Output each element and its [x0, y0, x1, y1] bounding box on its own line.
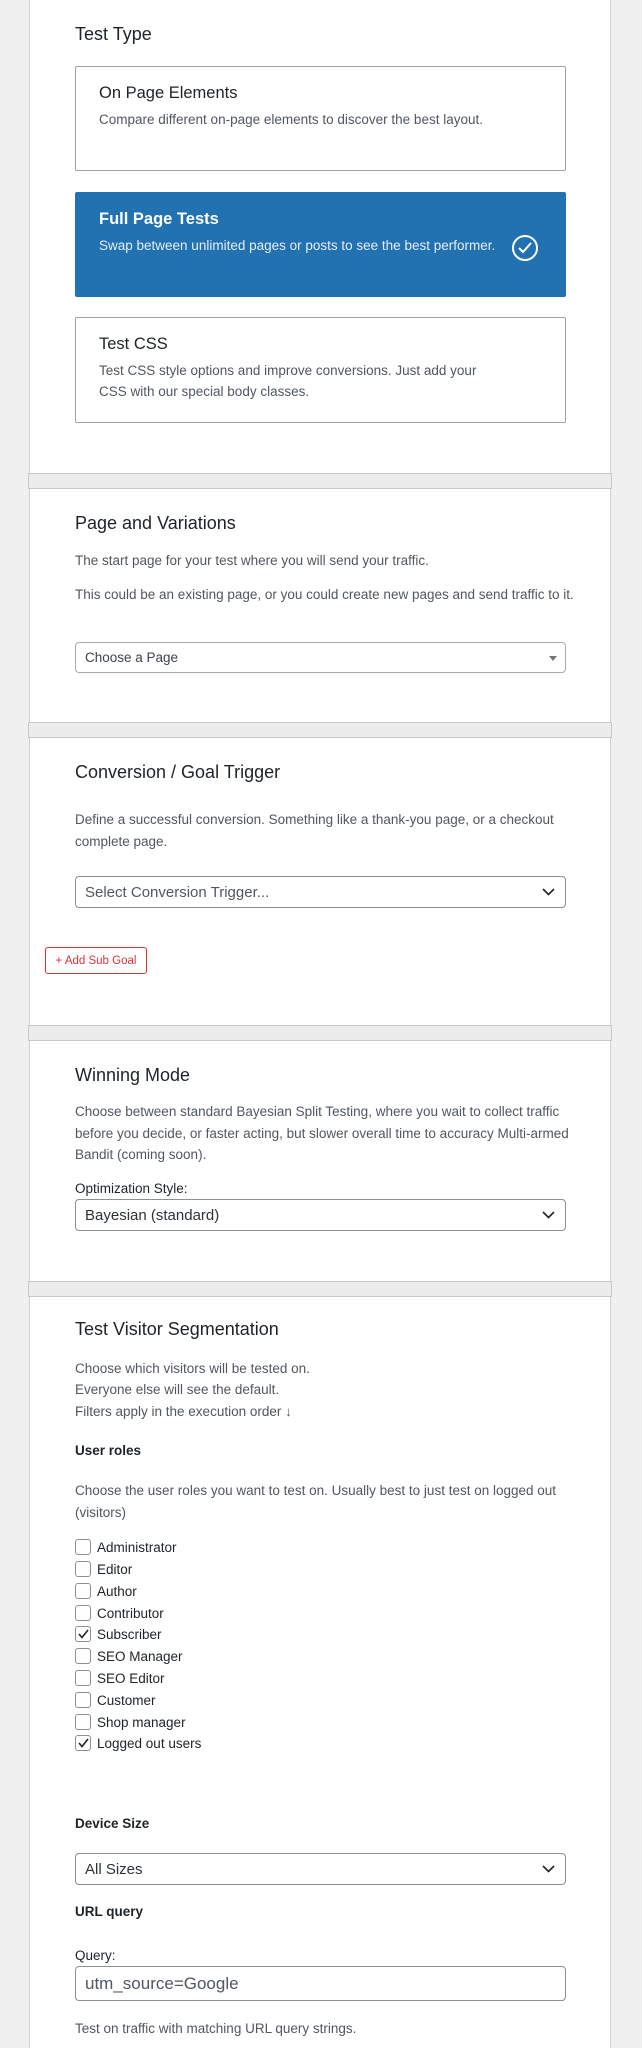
- checkbox-label: Subscriber: [97, 1626, 162, 1642]
- role-author-checkbox[interactable]: [75, 1582, 137, 1600]
- test-type-heading: Test Type: [75, 24, 152, 44]
- card-on-page-elements[interactable]: [75, 66, 566, 171]
- checkbox-box[interactable]: [75, 1583, 91, 1599]
- checkbox-label: Editor: [97, 1561, 133, 1577]
- checkbox-box[interactable]: [75, 1670, 91, 1686]
- chevron-down-icon: [542, 1865, 555, 1873]
- checkbox-box[interactable]: [75, 1626, 91, 1642]
- card-title: Test CSS: [99, 335, 168, 353]
- chevron-down-icon: [542, 888, 555, 896]
- user-roles-label: User roles: [75, 1443, 142, 1458]
- device-size-label: Device Size: [75, 1816, 150, 1831]
- role-administrator-checkbox[interactable]: [75, 1538, 177, 1556]
- role-contributor-checkbox[interactable]: [75, 1604, 164, 1622]
- winning-mode-desc: Choose between standard Bayesian Split Testing, where you wait to collect traffic before you decide, or faster acting, but slower overall time to accuracy Multi-armed Bandit (coming soon).: [75, 1104, 569, 1162]
- segmentation-panel: [29, 1297, 611, 2048]
- add-sub-goal-button[interactable]: + Add Sub Goal: [45, 947, 147, 974]
- card-title: Full Page Tests: [99, 210, 219, 228]
- query-placeholder: utm_source=Google: [85, 1973, 239, 1993]
- dropdown-triangle-icon: [549, 656, 557, 661]
- conversion-panel: [29, 738, 611, 1025]
- optimization-style-label: Optimization Style:: [75, 1181, 188, 1196]
- checkbox-label: SEO Editor: [97, 1670, 165, 1686]
- query-help-text: Test on traffic with matching URL query strings.: [75, 2021, 357, 2036]
- checkmark-icon: [77, 1737, 90, 1749]
- card-full-page-tests[interactable]: [75, 192, 566, 297]
- section-divider: [28, 1281, 612, 1297]
- role-shop-manager-checkbox[interactable]: [75, 1713, 186, 1731]
- page-variations-desc2: This could be an existing page, or you could create new pages and send traffic to it.: [75, 587, 574, 602]
- role-logged-out-users-checkbox[interactable]: [75, 1734, 201, 1752]
- winning-mode-heading: Winning Mode: [75, 1065, 191, 1085]
- checkbox-box[interactable]: [75, 1539, 91, 1555]
- checkbox-label: Logged out users: [97, 1735, 202, 1751]
- checkbox-label: SEO Manager: [97, 1648, 183, 1664]
- optimization-style-select[interactable]: [75, 1199, 566, 1231]
- segmentation-line2: Everyone else will see the default.: [75, 1382, 280, 1397]
- choose-page-select[interactable]: [75, 642, 566, 673]
- checkbox-box[interactable]: [75, 1561, 91, 1577]
- role-seo-editor-checkbox[interactable]: [75, 1669, 165, 1687]
- conversion-trigger-select[interactable]: [75, 876, 566, 908]
- segmentation-line3: Filters apply in the execution order ↓: [75, 1404, 292, 1419]
- conversion-trigger-value: Select Conversion Trigger...: [85, 883, 270, 901]
- section-divider: [28, 722, 612, 738]
- url-query-label: URL query: [75, 1904, 144, 1919]
- device-size-value: All Sizes: [85, 1860, 143, 1878]
- checkbox-box[interactable]: [75, 1692, 91, 1708]
- card-description: Swap between unlimited pages or posts to see the best performer.: [99, 238, 496, 253]
- user-roles-desc: Choose the user roles you want to test on. Usually best to just test on logged out (visitors): [75, 1483, 557, 1520]
- role-subscriber-checkbox[interactable]: [75, 1625, 162, 1643]
- conversion-heading: Conversion / Goal Trigger: [75, 762, 281, 782]
- conversion-desc: Define a successful conversion. Something like a thank-you page, or a checkout complete page.: [75, 812, 554, 849]
- choose-page-value: Choose a Page: [85, 650, 179, 665]
- role-customer-checkbox[interactable]: [75, 1691, 156, 1709]
- segmentation-line1: Choose which visitors will be tested on.: [75, 1361, 310, 1376]
- checkbox-box[interactable]: [75, 1735, 91, 1751]
- page-variations-panel: [29, 489, 611, 722]
- winning-mode-panel: [29, 1041, 611, 1281]
- chevron-down-icon: [542, 1211, 555, 1219]
- query-label: Query:: [75, 1948, 116, 1963]
- section-divider: [28, 1025, 612, 1041]
- checkbox-box[interactable]: [75, 1648, 91, 1664]
- checkbox-label: Shop manager: [97, 1714, 186, 1730]
- test-type-panel: [29, 0, 611, 473]
- checkmark-circle-icon: [512, 235, 538, 261]
- card-test-css[interactable]: [75, 317, 566, 423]
- checkbox-label: Contributor: [97, 1605, 164, 1621]
- card-description: Compare different on-page elements to discover the best layout.: [99, 112, 483, 127]
- segmentation-heading: Test Visitor Segmentation: [75, 1319, 279, 1339]
- card-title: On Page Elements: [99, 84, 238, 102]
- checkbox-label: Customer: [97, 1692, 156, 1708]
- checkbox-label: Administrator: [97, 1539, 177, 1555]
- section-divider: [28, 473, 612, 489]
- role-seo-manager-checkbox[interactable]: [75, 1647, 183, 1665]
- checkmark-icon: [77, 1628, 90, 1640]
- page-variations-heading: Page and Variations: [75, 513, 236, 533]
- query-input[interactable]: [75, 1966, 566, 2001]
- device-size-select[interactable]: [75, 1853, 566, 1885]
- role-editor-checkbox[interactable]: [75, 1560, 132, 1578]
- card-description: Test CSS style options and improve conversions. Just add your CSS with our special body classes.: [99, 363, 477, 399]
- checkbox-label: Author: [97, 1583, 137, 1599]
- checkbox-box[interactable]: [75, 1714, 91, 1730]
- checkbox-box[interactable]: [75, 1605, 91, 1621]
- optimization-style-value: Bayesian (standard): [85, 1206, 220, 1224]
- page-variations-desc1: The start page for your test where you will send your traffic.: [75, 553, 429, 568]
